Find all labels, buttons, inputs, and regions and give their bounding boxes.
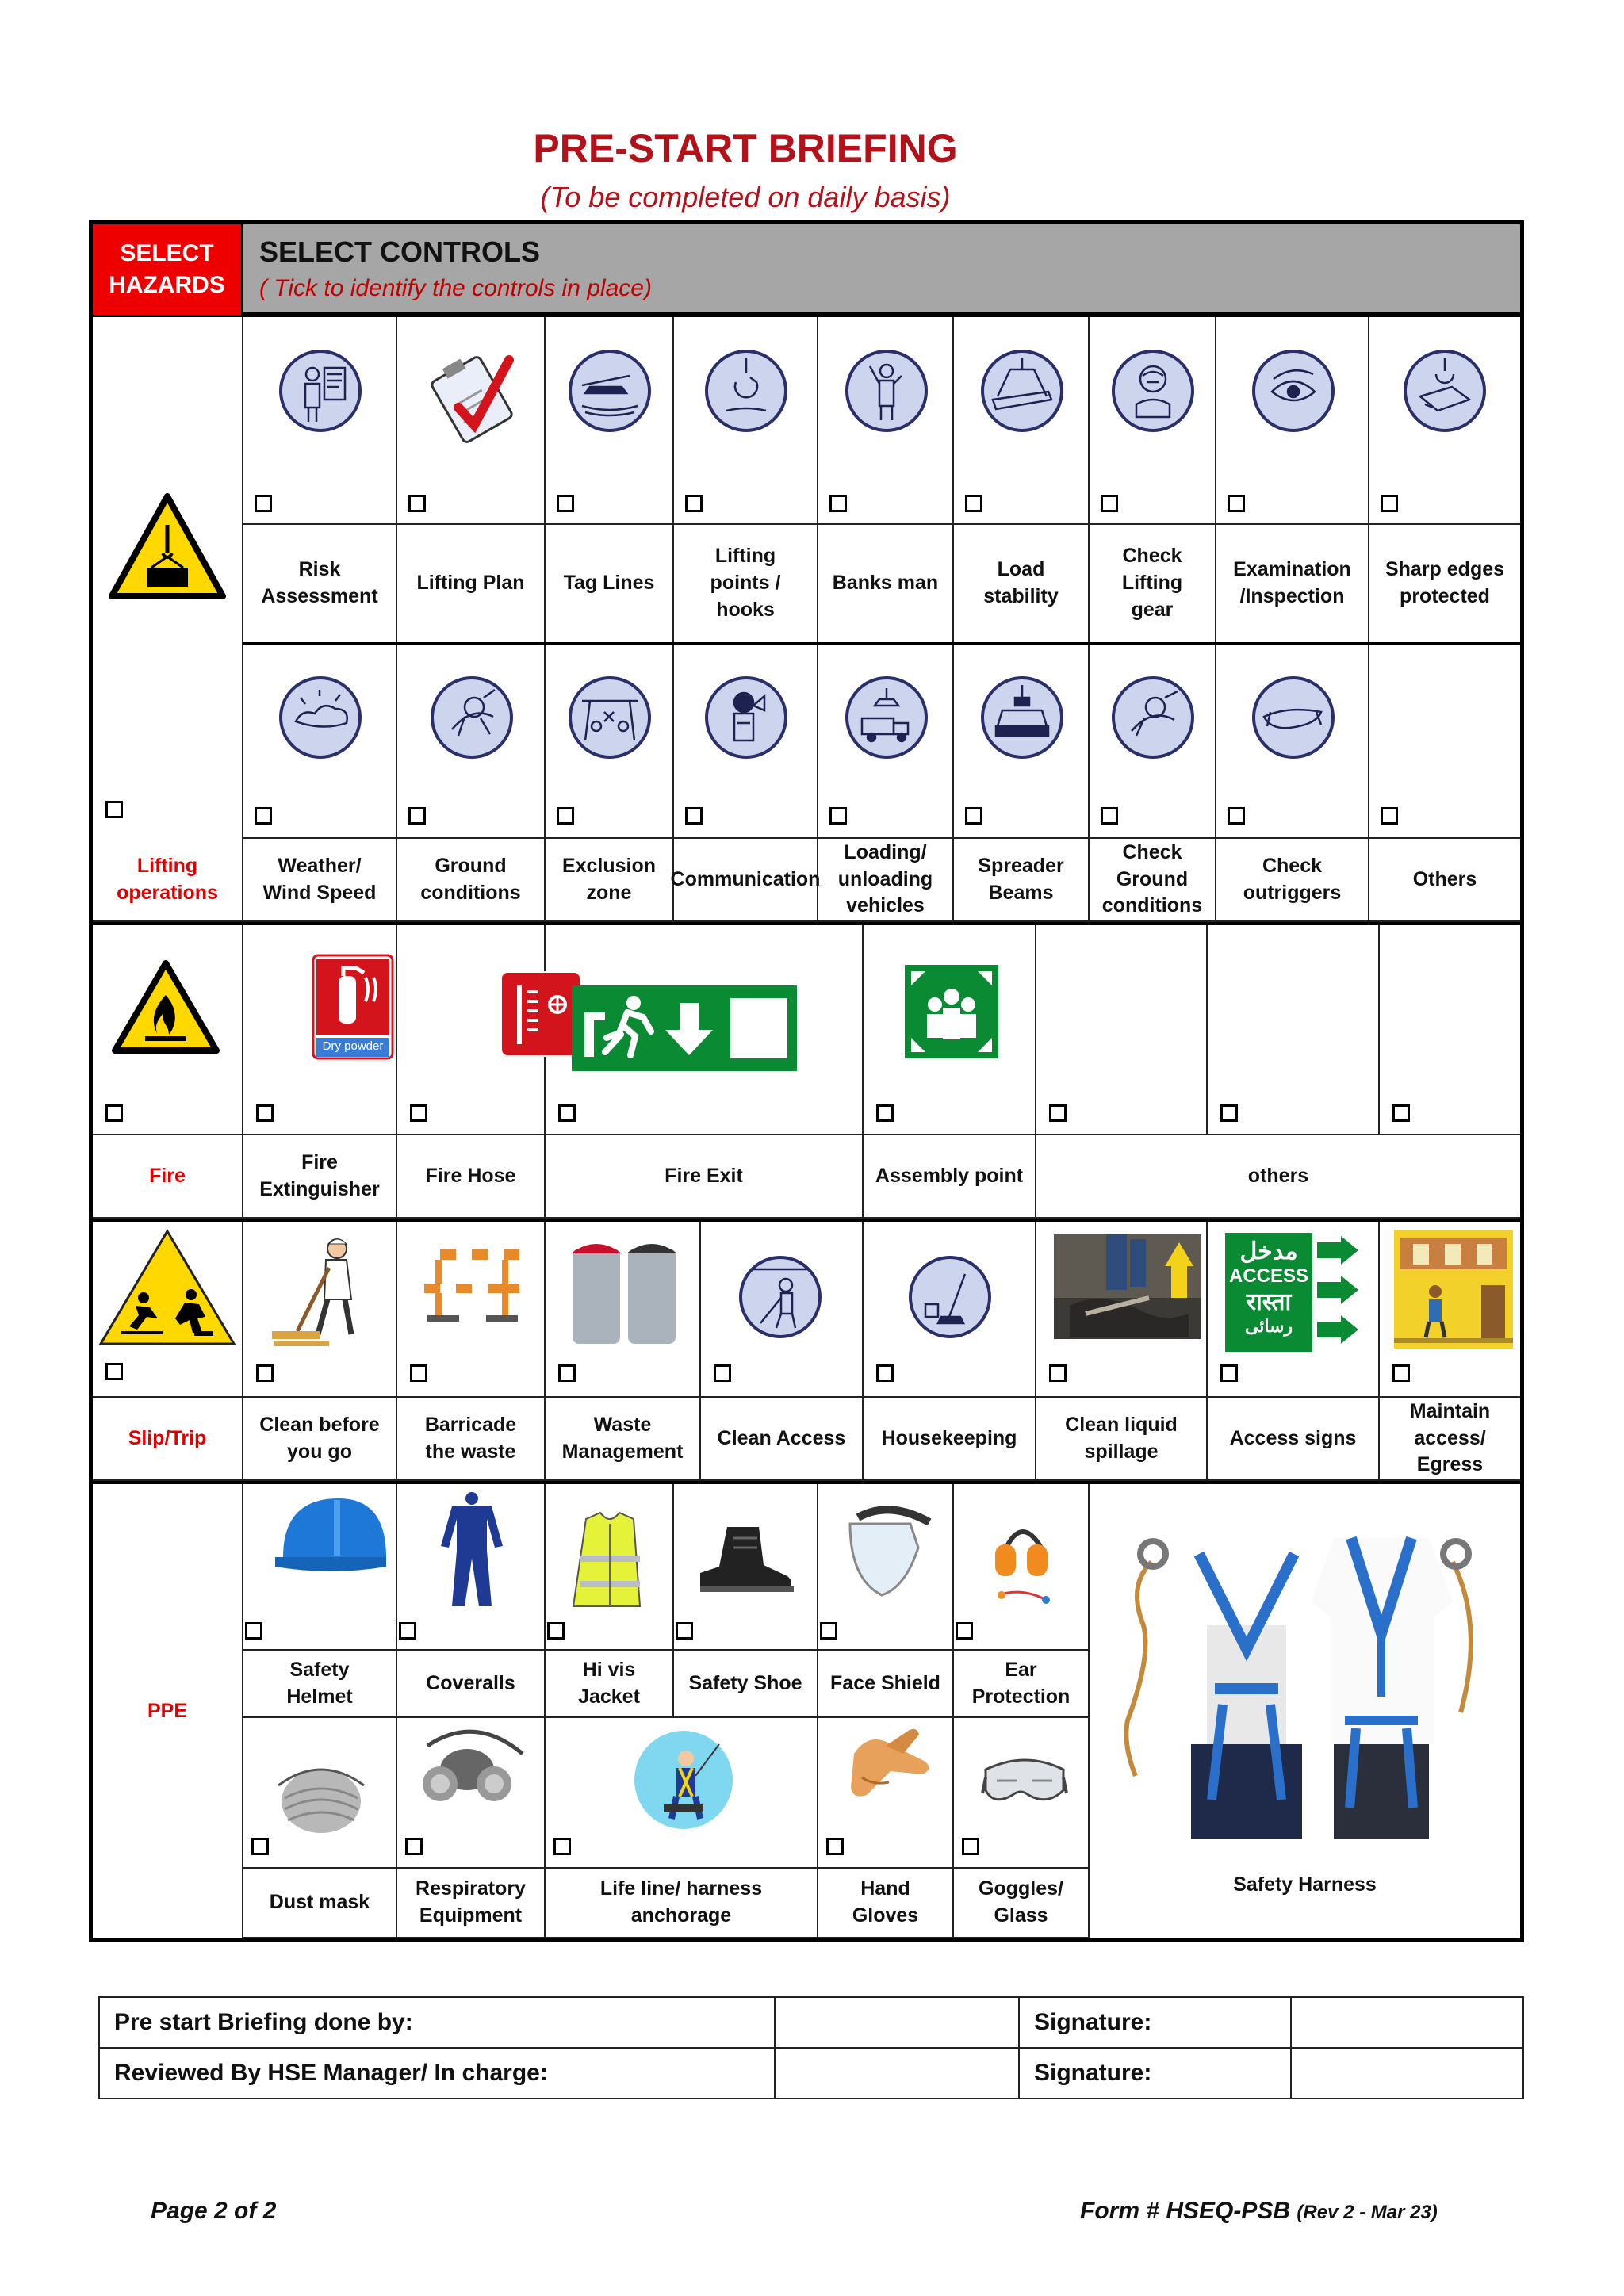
coveralls-icon — [436, 1490, 508, 1613]
slip-control-6-label — [1036, 1398, 1208, 1481]
ppe-item-6-label-line2: Protection — [971, 1685, 1071, 1708]
signoff-table — [98, 1996, 1524, 2099]
lifting-control-4-label-line1: Lifting — [714, 545, 776, 568]
reviewed-by-label: Reviewed By HSE Manager/ In charge: — [100, 2049, 776, 2098]
form-id: Form # HSEQ-PSB — [1080, 2198, 1297, 2224]
ppe-item-9-label-line2: anchorage — [630, 1904, 732, 1927]
lifting-control-5-icon — [843, 347, 930, 438]
ppe-item-10-label-line1: Hand — [860, 1877, 910, 1900]
lifting-control-18-label — [1369, 839, 1520, 922]
lifting-control-11-label-line1: Ground — [435, 854, 507, 877]
controls-title: SELECT CONTROLS — [259, 235, 541, 268]
lifting-hazard-icon — [107, 492, 228, 603]
lifting-control-9-checkbox[interactable] — [1381, 495, 1398, 512]
lifting-control-7-checkbox[interactable] — [1101, 495, 1118, 512]
fire-control-1-label-line1: Fire — [301, 1150, 338, 1173]
access-sign-line2: ACCESS — [1228, 1265, 1309, 1288]
slip-control-7-label-line1: Access signs — [1229, 1426, 1357, 1449]
access-sign-line3: रास्ता — [1246, 1288, 1292, 1315]
lifting-control-1-icon — [277, 347, 364, 438]
lifting-control-8-checkbox[interactable] — [1228, 495, 1245, 512]
lifting-control-9-label-line1: Sharp edges — [1385, 558, 1505, 581]
lifting-control-13-label — [670, 839, 821, 922]
lifting-control-15-label — [954, 839, 1090, 922]
lifting-control-14-label-line3: vehicles — [846, 894, 925, 917]
lifting-control-13-label-line1: Communication — [670, 867, 821, 890]
lifting-control-4-label-line3: hooks — [716, 598, 775, 621]
lifting-control-11-label — [397, 839, 546, 922]
lifting-control-8-label-line1: Examination — [1233, 558, 1351, 581]
lifting-control-16-label-line1: Check — [1122, 840, 1182, 863]
lifting-control-3-checkbox[interactable] — [557, 495, 574, 512]
lifting-control-14-label — [818, 839, 954, 922]
slip-control-5-label — [864, 1398, 1036, 1481]
lifting-control-1-label-line1: Risk — [298, 558, 341, 581]
lifting-hazard-icon-cell — [93, 317, 243, 839]
ppe-item-8-label — [397, 1869, 546, 1938]
lifting-control-17-icon — [1250, 674, 1337, 765]
lifting-control-6-label-line1: Load — [997, 558, 1045, 581]
slip-control-8-label-line2: access/ — [1414, 1426, 1486, 1449]
lifting-control-13-checkbox[interactable] — [685, 807, 703, 825]
lifting-control-15-label-line1: Spreader — [978, 854, 1064, 877]
lifting-control-4-icon — [703, 347, 790, 438]
slip-control-8-label — [1380, 1398, 1520, 1481]
reviewed-by-field[interactable] — [776, 2049, 1020, 2098]
ppe-item-8-label-line2: Equipment — [419, 1904, 523, 1927]
lifting-hazard-label-line2: operations — [117, 881, 218, 904]
slip-control-1-label-line2: you go — [287, 1440, 352, 1463]
lifting-control-12-label-line2: zone — [586, 881, 632, 904]
clean-access-icon — [737, 1253, 824, 1345]
ppe-hazard-label — [93, 1484, 243, 1938]
safety-harness-photo — [1104, 1530, 1500, 1851]
lifting-control-9-icon — [1401, 347, 1488, 438]
lifting-control-7-label-line2: Lifting — [1121, 572, 1183, 595]
ppe-item-9-checkbox[interactable] — [553, 1838, 571, 1855]
slip-control-7-checkbox[interactable] — [1220, 1364, 1238, 1382]
lifting-control-10-label — [243, 839, 397, 922]
lifting-control-5-label-line1: Banks man — [832, 572, 939, 595]
header-hazards-line1: SELECT — [120, 239, 214, 266]
access-sign-icon — [1225, 1233, 1360, 1356]
slip-control-8-label-line3: Egress — [1416, 1453, 1484, 1476]
signature-label-1: Signature: — [1020, 1998, 1292, 2049]
fire-hose-icon — [499, 970, 583, 1062]
slip-hazard-label-text: Slip/Trip — [128, 1426, 207, 1449]
lifting-hazard-checkbox[interactable] — [105, 801, 123, 818]
ppe-item-4-label-line1: Safety Shoe — [688, 1671, 802, 1694]
ppe-item-7-label-line1: Dust mask — [269, 1891, 370, 1914]
lifting-control-16-checkbox[interactable] — [1101, 807, 1118, 825]
slip-control-1-checkbox[interactable] — [256, 1364, 274, 1382]
fire-control-6-checkbox[interactable] — [1220, 1104, 1238, 1122]
lifting-control-16-label-line3: conditions — [1101, 894, 1203, 917]
clipboard-check-icon — [420, 341, 523, 448]
lifting-control-4-label-line2: points / — [710, 572, 781, 595]
lifting-control-16-label — [1090, 839, 1216, 922]
lifting-control-6-icon — [979, 347, 1066, 438]
slip-control-5-checkbox[interactable] — [876, 1364, 894, 1382]
ppe-item-2-label-line1: Coveralls — [426, 1671, 515, 1694]
lifting-control-15-checkbox[interactable] — [965, 807, 982, 825]
lifting-control-5-checkbox[interactable] — [829, 495, 847, 512]
fire-control-5-checkbox[interactable] — [1049, 1104, 1067, 1122]
ppe-item-1-checkbox[interactable] — [245, 1622, 262, 1640]
lifting-control-6-checkbox[interactable] — [965, 495, 982, 512]
goggles-icon — [981, 1746, 1068, 1821]
lifting-control-12-label-line1: Exclusion — [561, 854, 657, 877]
lifting-control-12-checkbox[interactable] — [557, 807, 574, 825]
lifting-control-3-icon — [566, 347, 653, 438]
lifting-control-8-icon — [1250, 347, 1337, 438]
slip-control-8-checkbox[interactable] — [1392, 1364, 1410, 1382]
safety-shoe-icon — [695, 1522, 799, 1605]
lifting-control-4-label — [674, 525, 818, 644]
lifting-control-14-checkbox[interactable] — [829, 807, 847, 825]
lifting-control-3-label — [546, 525, 674, 644]
fire-control-5-label-line1: others — [1247, 1164, 1309, 1187]
slip-control-2-label — [397, 1398, 546, 1481]
fire-control-3-checkbox[interactable] — [558, 1104, 576, 1122]
ppe-item-2-label — [397, 1651, 546, 1718]
ppe-item-11-label-line2: Glass — [994, 1904, 1048, 1927]
ppe-item-7-label — [243, 1869, 397, 1938]
lifting-control-11-label-line2: conditions — [420, 881, 521, 904]
ppe-item-8-checkbox[interactable] — [405, 1838, 423, 1855]
signature-label-2: Signature: — [1020, 2049, 1292, 2098]
fire-hazard-icon — [110, 959, 221, 1055]
lifting-control-4-checkbox[interactable] — [685, 495, 703, 512]
safety-helmet-icon — [267, 1494, 386, 1585]
lifting-control-9-label — [1369, 525, 1520, 644]
lifting-control-17-label-line2: outriggers — [1243, 881, 1342, 904]
lifting-row-divider — [243, 642, 1520, 645]
lifting-control-11-icon — [428, 674, 515, 765]
briefing-table — [89, 220, 1524, 1942]
slip-control-3-label-line1: Waste — [593, 1413, 652, 1436]
housekeeping-icon — [906, 1253, 994, 1345]
lifting-control-5-label — [818, 525, 954, 644]
slip-control-1-label-line1: Clean before — [259, 1413, 380, 1436]
slip-control-7-label — [1208, 1398, 1380, 1481]
lifting-control-12-label — [546, 839, 674, 922]
fire-exit-sign-icon — [572, 985, 797, 1075]
signature-field-2[interactable] — [1292, 2049, 1522, 2098]
slip-hazard-checkbox[interactable] — [105, 1363, 123, 1380]
slip-control-3-label-line2: Management — [561, 1440, 684, 1463]
slip-control-8-label-line1: Maintain — [1409, 1399, 1491, 1422]
header-hazards-line2: HAZARDS — [109, 272, 225, 298]
lifting-control-18-label-line1: Others — [1412, 867, 1477, 890]
fire-hazard-icon-cell — [93, 925, 243, 1135]
fire-control-4-checkbox[interactable] — [876, 1104, 894, 1122]
slip-control-4-label-line1: Clean Access — [717, 1426, 846, 1449]
fire-control-3-label — [546, 1135, 864, 1219]
lifting-control-8-label — [1216, 525, 1369, 644]
lifting-control-11-checkbox[interactable] — [408, 807, 426, 825]
form-number — [1080, 2198, 1438, 2225]
lifting-hazard-label-line1: Lifting — [136, 854, 198, 877]
barricade-icon — [416, 1233, 527, 1332]
ppe-item-1-label-line2: Helmet — [286, 1685, 353, 1708]
fire-control-7-checkbox[interactable] — [1392, 1104, 1410, 1122]
lifting-control-2-checkbox[interactable] — [408, 495, 426, 512]
page-number: Page 2 of 2 — [151, 2198, 277, 2224]
fire-control-1-label — [243, 1135, 397, 1219]
ppe-item-5-checkbox[interactable] — [820, 1622, 837, 1640]
slip-control-3-label — [546, 1398, 701, 1481]
slip-control-1-label — [243, 1398, 397, 1481]
lifting-control-15-icon — [979, 674, 1066, 765]
slip-control-6-checkbox[interactable] — [1049, 1364, 1067, 1382]
lifting-control-2-label-line1: Lifting Plan — [416, 572, 525, 595]
ppe-item-11-checkbox[interactable] — [962, 1838, 979, 1855]
ppe-item-3-label-line1: Hi vis — [582, 1658, 636, 1681]
slip-control-6-label-line2: spillage — [1084, 1440, 1159, 1463]
ppe-item-6-checkbox[interactable] — [956, 1622, 973, 1640]
ppe-item-10-label — [818, 1869, 954, 1938]
fire-hazard-label-text: Fire — [149, 1164, 186, 1187]
hand-gloves-icon — [838, 1722, 941, 1813]
slip-control-5-label-line1: Housekeeping — [881, 1426, 1017, 1449]
ppe-hazard-label-text: PPE — [147, 1699, 188, 1722]
lifting-control-14-label-line1: Loading/ — [844, 840, 927, 863]
fire-extinguisher-icon — [312, 954, 394, 1064]
fire-hazard-label — [93, 1135, 243, 1219]
lifting-control-6-label — [954, 525, 1090, 644]
ppe-item-10-label-line2: Gloves — [852, 1904, 919, 1927]
slip-control-6-label-line1: Clean liquid — [1065, 1413, 1178, 1436]
lifting-control-10-checkbox[interactable] — [255, 807, 272, 825]
lifting-control-18-checkbox[interactable] — [1381, 807, 1398, 825]
briefing-done-by-field[interactable] — [776, 1998, 1020, 2049]
slip-control-2-label-line1: Barricade — [424, 1413, 517, 1436]
slip-control-4-label — [701, 1398, 864, 1481]
ppe-item-6-label-line1: Ear — [1005, 1658, 1037, 1681]
lifting-control-7-label-line1: Check — [1122, 545, 1182, 568]
ppe-item-4-checkbox[interactable] — [676, 1622, 693, 1640]
fire-control-5-label — [1036, 1135, 1520, 1219]
mop-worker-icon — [269, 1233, 380, 1364]
ppe-item-2-checkbox[interactable] — [399, 1622, 416, 1640]
ppe-item-5-label-line1: Face Shield — [830, 1671, 940, 1694]
lifting-control-14-label-line2: unloading — [837, 867, 933, 890]
lifting-section — [93, 317, 1520, 922]
ppe-item-6-label — [954, 1651, 1090, 1718]
fire-section — [93, 925, 1520, 1219]
slip-control-2-label-line2: the waste — [425, 1440, 516, 1463]
slip-control-2-checkbox[interactable] — [410, 1364, 427, 1382]
ppe-item-10-checkbox[interactable] — [826, 1838, 844, 1855]
lifting-control-7-label-line3: gear — [1131, 598, 1174, 621]
fire-control-3-label-line1: Fire Exit — [665, 1164, 743, 1187]
lifting-control-13-icon — [703, 674, 790, 765]
dust-mask-icon — [274, 1754, 369, 1845]
fire-control-2-label-line1: Fire Hose — [425, 1164, 516, 1187]
egress-icon — [1394, 1230, 1513, 1353]
hi-vis-jacket-icon — [570, 1508, 649, 1615]
lifting-control-8-label-line2: /Inspection — [1239, 585, 1345, 607]
lifting-control-12-icon — [566, 674, 653, 765]
lifting-control-2-label — [397, 525, 546, 644]
controls-note: ( Tick to identify the controls in place) — [259, 275, 652, 301]
access-sign-line4: رسائی — [1244, 1316, 1293, 1337]
fire-control-4-label-line1: Assembly point — [875, 1164, 1024, 1187]
ear-protection-icon — [990, 1516, 1054, 1623]
select-controls-header — [243, 224, 1520, 315]
ppe-item-8-label-line1: Respiratory — [416, 1877, 526, 1900]
waste-bins-icon — [565, 1230, 684, 1353]
fire-hazard-checkbox[interactable] — [105, 1104, 123, 1122]
slip-hazard-label — [93, 1398, 243, 1481]
ppe-item-9-label-line1: Life line/ harness — [599, 1877, 763, 1900]
lifting-control-9-label-line2: protected — [1400, 585, 1490, 607]
lifting-control-7-label — [1090, 525, 1216, 644]
lifting-control-16-icon — [1109, 674, 1197, 765]
face-shield-icon — [834, 1502, 937, 1601]
slip-control-4-checkbox[interactable] — [714, 1364, 731, 1382]
ppe-item-3-label — [546, 1651, 674, 1718]
lifting-control-1-checkbox[interactable] — [255, 495, 272, 512]
lifting-control-10-label-line2: Wind Speed — [262, 881, 377, 904]
page-subtitle: (To be completed on daily basis) — [540, 181, 951, 213]
dry-powder-tag: Dry powder — [322, 1039, 384, 1053]
slip-section — [93, 1222, 1520, 1481]
briefing-done-by-label: Pre start Briefing done by: — [100, 1998, 776, 2049]
respirator-icon — [412, 1722, 530, 1813]
slip-hazard-icon-cell — [93, 1222, 243, 1398]
form-revision: (Rev 2 - Mar 23) — [1297, 2202, 1438, 2223]
lifting-control-10-label-line1: Weather/ — [278, 854, 362, 877]
lifting-control-17-label — [1216, 839, 1369, 922]
page-title: PRE-START BRIEFING — [533, 126, 958, 170]
ppe-item-5-label — [818, 1651, 954, 1718]
ppe-item-4-label — [674, 1651, 818, 1718]
lifting-control-16-label-line2: Ground — [1116, 867, 1189, 890]
select-hazards-header — [93, 224, 243, 315]
safety-harness-label: Safety Harness — [1233, 1873, 1377, 1896]
fire-control-1-checkbox[interactable] — [256, 1104, 274, 1122]
lifting-control-6-label-line2: stability — [983, 585, 1059, 607]
lifting-control-15-label-line2: Beams — [988, 881, 1054, 904]
fire-control-4-label — [864, 1135, 1036, 1219]
ppe-section — [93, 1484, 1520, 1938]
lifting-control-1-label-line2: Assessment — [261, 585, 378, 607]
lifting-control-1-label — [243, 525, 397, 644]
ppe-item-7-checkbox[interactable] — [251, 1838, 269, 1855]
fire-control-2-label — [397, 1135, 546, 1219]
lifting-hazard-label — [93, 839, 243, 922]
lifting-control-10-icon — [277, 674, 364, 765]
ppe-item-3-checkbox[interactable] — [547, 1622, 565, 1640]
slip-hazard-icon — [98, 1228, 237, 1347]
fire-control-2-checkbox[interactable] — [410, 1104, 427, 1122]
ppe-item-3-label-line2: Jacket — [578, 1685, 640, 1708]
ppe-item-1-label-line1: Safety — [289, 1658, 350, 1681]
lifting-control-7-icon — [1109, 347, 1197, 438]
lifting-control-14-icon — [843, 674, 930, 765]
lifting-control-3-label-line1: Tag Lines — [563, 572, 655, 595]
lifting-control-17-label-line1: Check — [1262, 854, 1323, 877]
fire-control-1-label-line2: Extinguisher — [259, 1177, 380, 1200]
liquid-spill-photo — [1054, 1234, 1201, 1343]
ppe-item-11-label — [954, 1869, 1090, 1938]
lifting-control-17-checkbox[interactable] — [1228, 807, 1245, 825]
signature-field-1[interactable] — [1292, 1998, 1522, 2049]
ppe-item-11-label-line1: Goggles/ — [979, 1877, 1063, 1900]
slip-control-3-checkbox[interactable] — [558, 1364, 576, 1382]
ppe-item-1-label — [243, 1651, 397, 1718]
life-line-icon — [632, 1728, 735, 1835]
assembly-point-icon — [905, 965, 998, 1062]
access-sign-line1: مدخل — [1239, 1238, 1298, 1265]
ppe-item-9-label — [546, 1869, 818, 1938]
